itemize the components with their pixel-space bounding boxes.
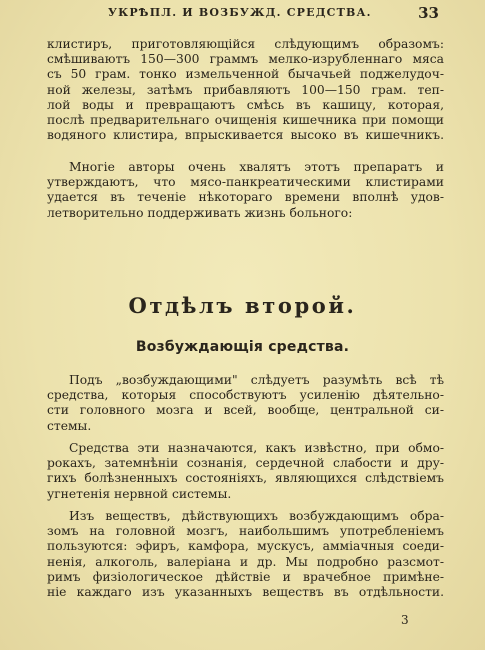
- text-line: лой воды и превращаютъ смѣсь въ кашицу, которая,: [47, 97, 444, 112]
- text-line: Средства эти назначаются, какъ извѣстно, при обмо-: [69, 441, 444, 455]
- text-line: угнетенія нервной системы.: [47, 486, 232, 501]
- text-line: послѣ предварительнаго очищенія кишечника при помощи: [47, 113, 444, 128]
- text-line: ненія, алкоголь, валеріана и др. Мы подробно разсмот-: [47, 554, 444, 569]
- text-line: Подъ „возбуждающими" слѣдуетъ разумѣть всѣ тѣ: [69, 373, 444, 387]
- section-title: Отдѣлъ второй.: [128, 293, 357, 318]
- text-line: зомъ на головной мозгъ, наибольшимъ употребленіемъ: [47, 524, 444, 539]
- text-line: съ 50 грам. тонко измельченной бычачьей поджелудоч-: [47, 67, 444, 82]
- text-line: пользуются: эфиръ, камфора, мускусъ, аммiачныя соеди-: [47, 539, 444, 554]
- text-line: стемы.: [47, 418, 92, 433]
- running-head: УКРѢПЛ. И ВОЗБУЖД. СРЕДСТВА.: [108, 6, 372, 19]
- page-number: 33: [418, 4, 439, 22]
- section-subtitle: Возбуждающія средства.: [135, 339, 350, 355]
- text-line: удается въ теченіе нѣкотораго времени вполнѣ удов-: [47, 190, 444, 205]
- text-line: клистиръ, приготовляющійся слѣдующимъ образомъ:: [47, 37, 444, 51]
- text-line: утверждаютъ, что мясо-панкреатическими клистирами: [47, 175, 444, 190]
- paragraph-substances: [47, 509, 444, 600]
- text-line: сти головного мозга и всей, вообще, центральной си-: [47, 403, 444, 418]
- text-line: Изъ веществъ, дѣйствующихъ возбуждающимъ обра-: [69, 509, 444, 523]
- text-line: римъ физіологическое дѣйствіе и врачебное примѣне-: [47, 569, 444, 584]
- paragraph-definition: [47, 373, 444, 434]
- signature-mark: 3: [401, 613, 409, 627]
- text-line: средства, которыя способствуютъ усиленію дѣятельно-: [47, 388, 444, 403]
- text-line: ной железы, затѣмъ прибавляютъ 100—150 грам. теп-: [47, 82, 444, 97]
- text-line: летворительно поддерживать жизнь больного:: [47, 205, 353, 220]
- paragraph-indications: [47, 441, 444, 502]
- text-line: смѣшиваютъ 150—300 граммъ мелко-изрубленнаго мяса: [47, 52, 444, 67]
- paragraph-authors-praise: [47, 160, 444, 221]
- text-line: Многіе авторы очень хвалятъ этотъ препаратъ и: [69, 160, 444, 174]
- paragraph-enema-recipe: [47, 37, 444, 143]
- text-line: водяного клистира, впрыскивается высоко въ кишечникъ.: [47, 128, 444, 143]
- text-line: рокахъ, затемнѣніи сознанія, сердечной слабости и дру-: [47, 456, 444, 471]
- text-line: гихъ болѣзненныхъ состояніяхъ, являющихся слѣдствіемъ: [47, 471, 444, 486]
- text-line: ніе каждаго изъ указанныхъ веществъ въ отдѣльности.: [47, 585, 444, 600]
